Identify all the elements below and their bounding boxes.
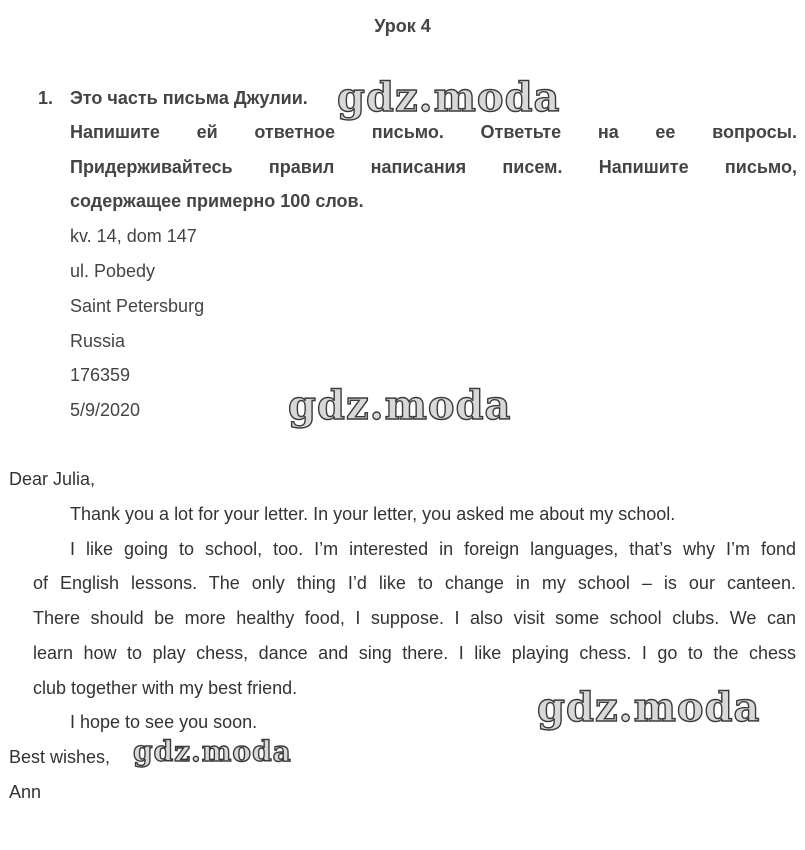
letter-paragraph-line: of English lessons. The only thing I’d like to change in my school – is our canteen. [33, 573, 796, 593]
address-line: ul. Pobedy [70, 261, 156, 281]
letter-paragraph: Thank you a lot for your letter. In your letter, you asked me about my school. [70, 504, 676, 524]
letter-paragraph: I hope to see you soon. [70, 712, 258, 732]
address-line: Saint Petersburg [70, 296, 205, 316]
address-line: Russia [70, 331, 126, 351]
letter-paragraph-line: club together with my best friend. [33, 678, 298, 698]
letter-date: 5/9/2020 [70, 400, 141, 420]
letter-greeting: Dear Julia, [9, 469, 96, 489]
letter-paragraph-line: I like going to school, too. I’m interested in foreign languages, that’s why I’m fond [70, 539, 796, 559]
watermark-logo: gdz.moda [133, 735, 292, 768]
watermark-logo: gdz.moda [537, 684, 761, 731]
address-line: 176359 [70, 365, 131, 385]
letter-signature: Ann [9, 782, 42, 802]
task-text-line: Напишите ей ответное письмо. Ответьте на ее вопросы. [70, 122, 797, 142]
letter-paragraph-line: There should be more healthy food, I suppose. I also visit some school clubs. We can [33, 608, 796, 628]
address-line: kv. 14, dom 147 [70, 226, 197, 246]
watermark-logo: gdz.moda [288, 382, 512, 429]
lesson-title: Урок 4 [374, 16, 431, 36]
task-text-line: Это часть письма Джулии. [70, 88, 308, 108]
task-number: 1. [38, 88, 54, 108]
task-text-line: содержащее примерно 100 слов. [70, 191, 364, 211]
task-text-line: Придерживайтесь правил написания писем. Напишите письмо, [70, 157, 797, 177]
letter-paragraph-line: learn how to play chess, dance and sing there. I like playing chess. I go to the chess [33, 643, 796, 663]
watermark-logo: gdz.moda [337, 74, 561, 121]
letter-closing: Best wishes, [9, 747, 111, 767]
